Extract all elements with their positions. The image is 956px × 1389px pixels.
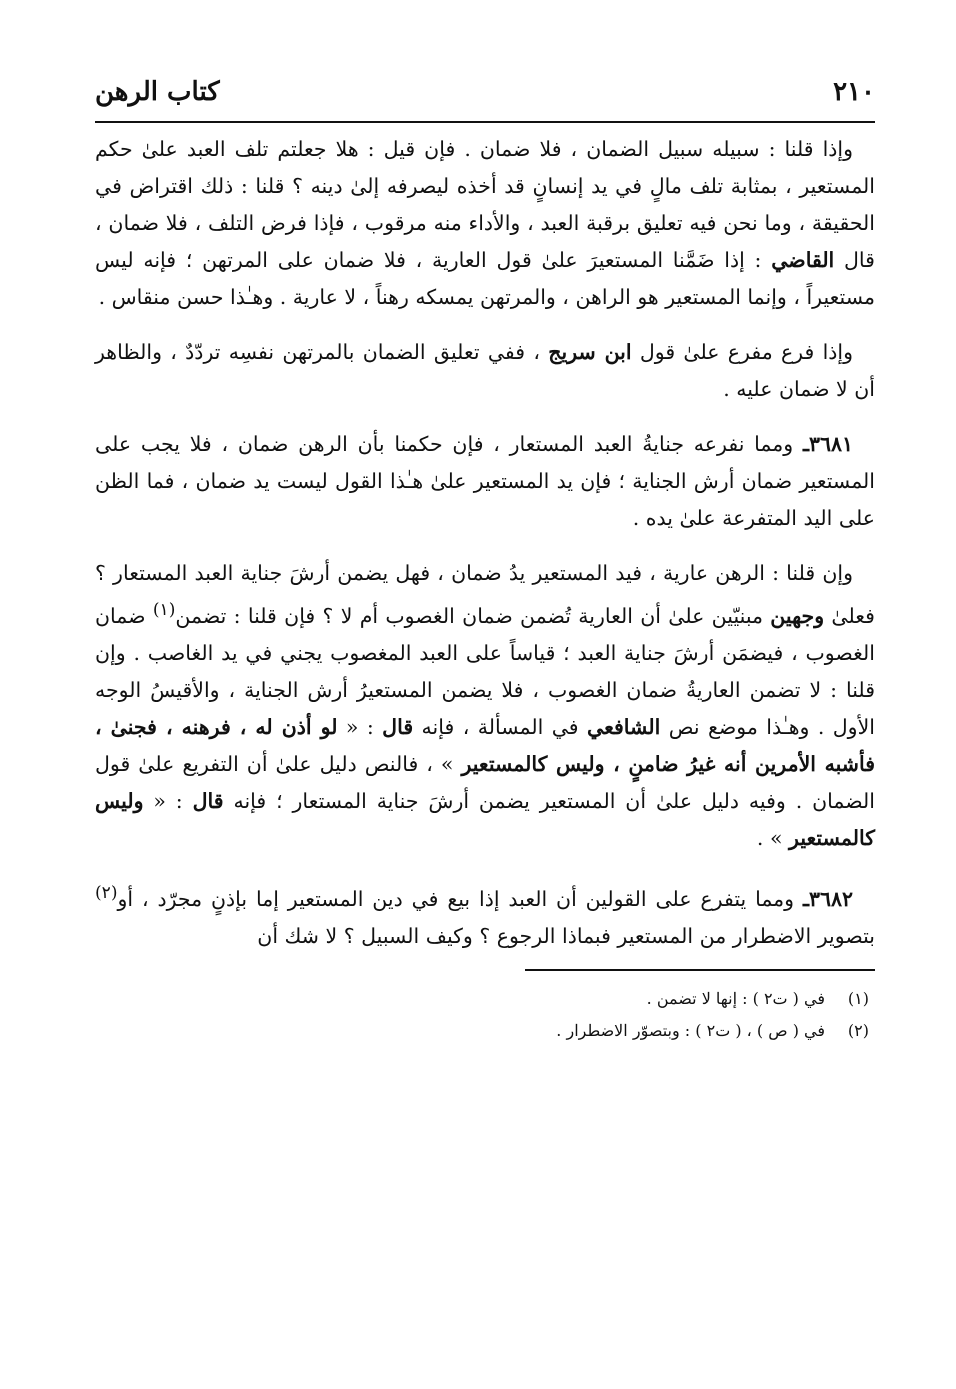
bold-name-shafii: الشافعي <box>587 714 661 739</box>
bold-quote: لو أذن له ، فرهنه ، فجنىٰ ، فأشبه الأمرين أنه غيرُ ضامنٍ ، وليس كالمستعير <box>95 714 875 776</box>
footnote-2 <box>95 1015 875 1047</box>
paragraph-2 <box>95 334 875 408</box>
page-body <box>95 131 875 955</box>
paragraph-4 <box>95 555 875 857</box>
footnote-text: في ( ص ) ، ( ت٢ ) : وبتصوّر الاضطرار . <box>556 1020 825 1040</box>
footnote-1 <box>95 983 875 1015</box>
page-header <box>95 75 875 123</box>
paragraph-text: : إذا ضَمَّنا المستعيرَ علىٰ قول العارية ، فلا ضمان على المرتهن ؛ فإنه ليس مستعيراً ، وإنما المستعير هو الراهن ، والمرتهن يمسكه رهناً ، لا عارية . وهـٰذا حسن منقاس . <box>95 248 875 309</box>
footnote-number: (١) <box>847 988 869 1008</box>
issue-number: ٣٦٨١ـ <box>802 432 853 456</box>
paragraph-text: مبنيّين علىٰ أن العارية تُضمن ضمان الغصوب أم لا ؟ فإن قلنا : تضمن <box>175 603 763 628</box>
bold-term: وجهين <box>770 603 825 628</box>
paragraph-text: ومما يتفرع على القولين أن العبد إذا بيع في دين المستعير إما بإذنٍ مجرّد ، أو <box>117 886 795 911</box>
paragraph-text: ، ففي تعليق الضمان بالمرتهن نفسِه تردّدٌ ، والظاهر أن لا ضمان عليه . <box>95 340 875 401</box>
footnote-number: (٢) <box>847 1020 869 1040</box>
paragraph-text: وإن قلنا : الرهن عارية ، فيد المستعير يدُ ضمان ، فهل يضمن أرشَ جناية العبد المستعار ؟ فعلىٰ <box>95 561 875 628</box>
bold-quote: وليس كالمستعير <box>95 788 875 850</box>
paragraph-text: بتصوير الاضطرار من المستعير فبماذا الرجوع ؟ وكيف السبيل ؟ لا شك أن <box>257 923 875 948</box>
bold-name-ibn-surayj: ابن سريج <box>548 340 632 364</box>
footnote-text: في ( ت٢ ) : إنها لا تضمن . <box>646 988 825 1008</box>
paragraph-text: : « <box>153 788 183 813</box>
page-title: كتاب الرهن <box>95 77 220 107</box>
paragraph-text: وإذا فرع مفرع علىٰ قول <box>639 340 853 364</box>
paragraph-text: ضمان الغصوب ، فيضمَن أرشَ جناية العبد ؛ قياساً على العبد المغصوب يجني في يد الغاصب . وإن قلنا : لا تضمن العاريةُ ضمان الغصوب ، فلا يضمن المستعيرُ أرش الجناية ، والأقيسُ الوجه الأول . وهـٰذا موضع نص <box>95 603 875 739</box>
page-number: ٢١٠ <box>833 77 875 107</box>
paragraph-3681 <box>95 426 875 537</box>
issue-number: ٣٦٨٢ـ <box>802 886 853 911</box>
bold-term: قال <box>382 714 414 739</box>
bold-name-qadi: القاضي <box>771 248 835 272</box>
paragraph-1 <box>95 131 875 316</box>
footnote-ref-1: (١) <box>152 600 176 620</box>
footnote-divider <box>525 969 875 971</box>
page <box>95 75 875 1047</box>
footnote-ref-2: (٢) <box>95 882 118 903</box>
paragraph-text: وإذا قلنا : سبيله سبيل الضمان ، فلا ضمان . فإن قيل : هلا جعلتم تلف العبد علىٰ حكم المستعير ، بمثابة تلف مالٍ في يد إنسانٍ قد أخذه ليصرفه إلىٰ دينه ؟ قلنا : ذلك اقتراض في الحقيقة ، وما نحن فيه تعليق برقبة العبد ، والأداء منه مرقوب ، فإذا فرض التلف ، فلا ضمان ، قال <box>95 137 875 272</box>
paragraph-3682 <box>95 875 875 955</box>
paragraph-text: : « <box>345 714 374 739</box>
paragraph-text: » ، فالنص دليل علىٰ أن التفريع علىٰ قول الضمان . وفيه دليل علىٰ أن المستعير يضمن أرشَ جناية المستعار ؛ فإنه <box>95 751 875 813</box>
paragraph-text: ومما نفرعه جنايةُ العبد المستعار ، فإن حكمنا بأن الرهن ضمان ، فلا يجب على المستعير ضمان أرش الجناية ؛ فإن يد المستعير علىٰ هـٰذا القول ليست يد ضمان ، فما الظن على اليد المتفرعة علىٰ يده . <box>95 432 875 530</box>
paragraph-text: في المسألة ، فإنه <box>421 714 579 739</box>
paragraph-text: » . <box>756 825 783 850</box>
bold-term: قال <box>192 788 224 813</box>
